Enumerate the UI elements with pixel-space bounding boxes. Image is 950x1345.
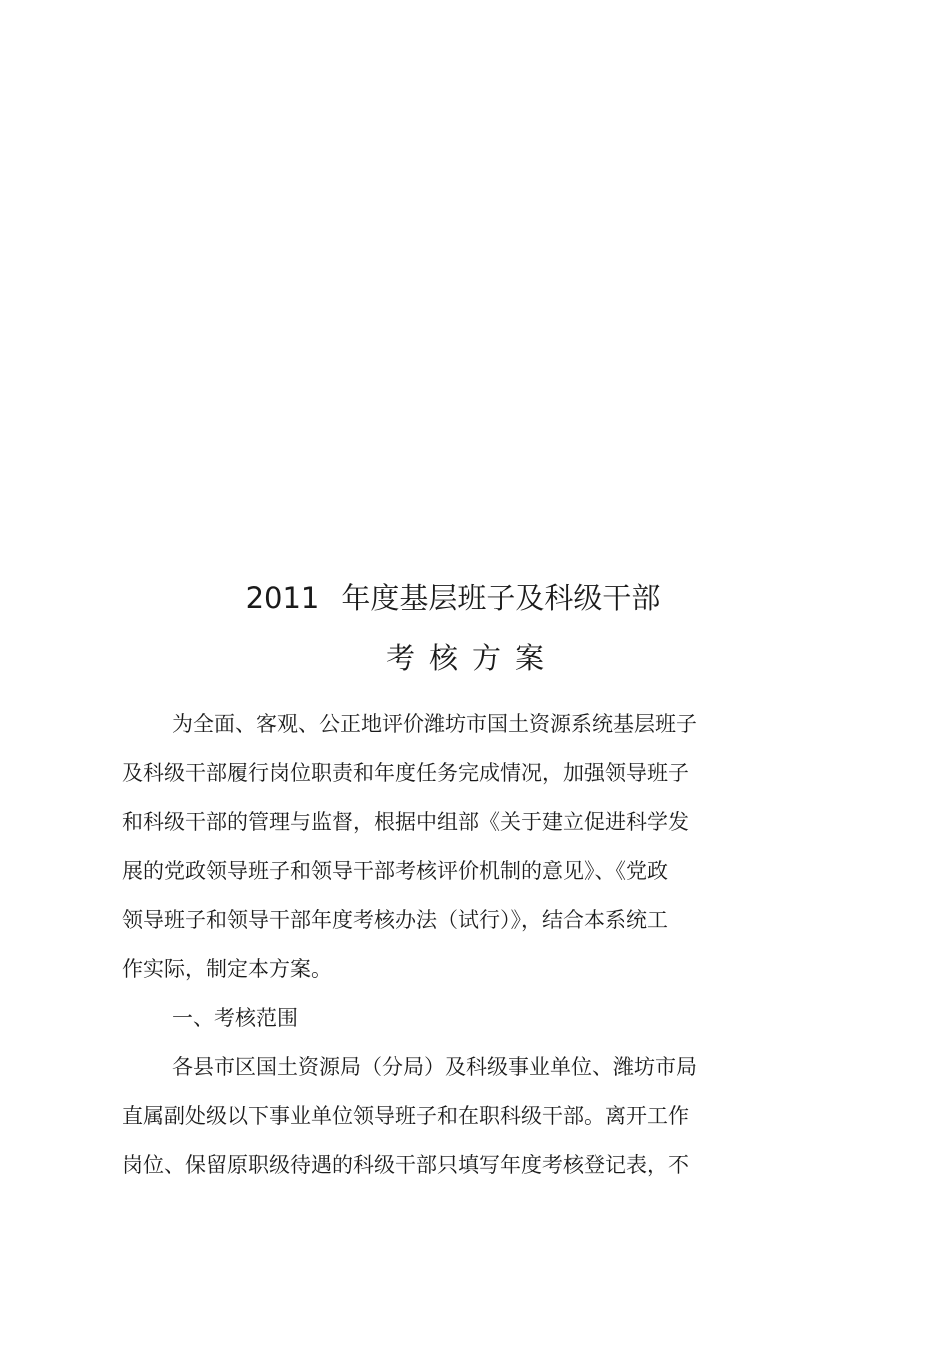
text-line: 岗位、保留原职级待遇的科级干部只填写年度考核登记表，不 <box>122 1153 689 1177</box>
document-body <box>122 700 742 1190</box>
title-year: 2011 <box>245 581 320 615</box>
text-line: 和科级干部的管理与监督，根据中组部《关于建立促进科学发 <box>122 810 689 834</box>
paragraph-scope <box>122 1043 742 1190</box>
text-line: 领导班子和领导干部年度考核办法（试行）》，结合本系统工 <box>122 908 668 932</box>
text-line: 直属副处级以下事业单位领导班子和在职科级干部。离开工作 <box>122 1104 689 1128</box>
section-heading: 一、考核范围 <box>172 1006 298 1030</box>
document-subtitle: 考核方案 <box>385 641 558 675</box>
text-line: 作实际，制定本方案。 <box>122 957 332 981</box>
paragraph-intro <box>122 700 742 994</box>
text-line: 为全面、客观、公正地评价潍坊市国土资源系统基层班子 <box>172 712 697 736</box>
document-title <box>0 578 906 618</box>
section-heading-scope <box>122 994 742 1043</box>
title-main: 年度基层班子及科级干部 <box>341 581 661 615</box>
text-line: 各县市区国土资源局（分局）及科级事业单位、潍坊市局 <box>172 1055 697 1079</box>
text-line: 展的党政领导班子和领导干部考核评价机制的意见》、《党政 <box>122 859 668 883</box>
text-line: 及科级干部履行岗位职责和年度任务完成情况，加强领导班子 <box>122 761 689 785</box>
